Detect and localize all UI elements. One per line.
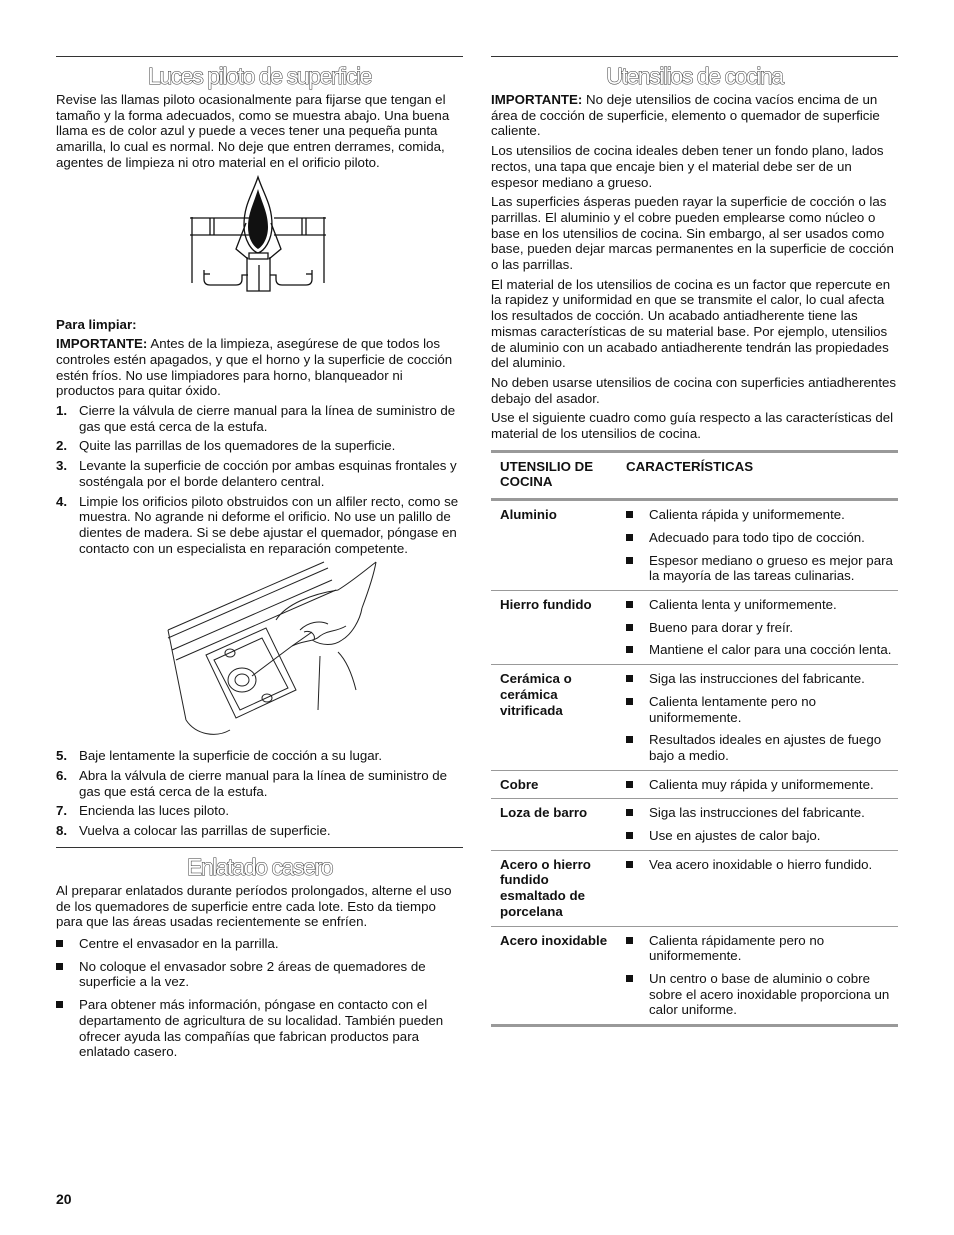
step-text: Vuelva a colocar las parrillas de superficie. xyxy=(79,823,331,839)
pilot-flame-illustration xyxy=(56,175,463,311)
list-item: Siga las instrucciones del fabricante. xyxy=(626,805,898,821)
cookware-paragraph: No deben usarse utensilios de cocina con superficies antiadherentes debajo del asador. xyxy=(491,374,897,406)
material-cell: Hierro fundido xyxy=(500,596,592,612)
list-item xyxy=(56,823,463,839)
step-number: 6. xyxy=(56,768,68,784)
section-divider xyxy=(491,56,898,57)
list-item: Calienta lentamente pero no uniformemente. xyxy=(626,694,898,725)
step-number: 2. xyxy=(56,438,68,454)
cleaning-subheading: Para limpiar: xyxy=(56,316,137,332)
list-item: Calienta lenta y uniformemente. xyxy=(626,597,898,613)
list-item: Resultados ideales en ajustes de fuego bajo a medio. xyxy=(626,732,898,763)
left-column xyxy=(56,56,463,1067)
step-number: 5. xyxy=(56,748,68,764)
list-item: Un centro o base de aluminio o cobre sobre el acero inoxidable proporciona un calor uniforme. xyxy=(626,971,898,1018)
cleaning-important-note xyxy=(56,336,463,399)
list-item xyxy=(56,748,463,764)
table-row xyxy=(491,590,898,664)
right-column xyxy=(491,56,898,1027)
characteristics-cell xyxy=(617,926,898,1026)
step-number: 8. xyxy=(56,823,68,839)
list-item xyxy=(56,438,463,454)
important-text: No deje utensilios de cocina vacíos encima de un área de cocción de superficie, elemento o quemador de superficie caliente. xyxy=(491,92,880,139)
list-item xyxy=(56,494,463,557)
characteristics-cell xyxy=(617,665,898,771)
material-cell: Cobre xyxy=(500,776,539,792)
list-item xyxy=(56,403,463,434)
material-cell: Acero o hierro fundido esmaltado de porcelana xyxy=(500,856,591,919)
material-cell: Aluminio xyxy=(500,507,557,523)
table-row xyxy=(491,500,898,591)
step-text: Limpie los orificios piloto obstruidos con un alfiler recto, como se muestra. No agrande ni deforme el orificio. No use un palillo de dientes de madera. Si se debe ajustar el quemador, póngase en contacto con un especialista en reparación competente. xyxy=(79,493,459,556)
column-header-characteristics: CARACTERÍSTICAS xyxy=(626,458,754,474)
table-row xyxy=(491,665,898,771)
list-item: Vea acero inoxidable o hierro fundido. xyxy=(626,857,898,873)
step-text: Quite las parrillas de los quemadores de la superficie. xyxy=(79,438,396,454)
list-item: Para obtener más información, póngase en contacto con el departamento de agricultura de su localidad. También pueden ofrecer ayuda las compañías que fabrican productos para enlatado casero. xyxy=(56,997,463,1060)
list-item: Siga las instrucciones del fabricante. xyxy=(626,671,898,687)
section-divider xyxy=(56,56,463,57)
material-cell: Cerámica o cerámica vitrificada xyxy=(500,671,572,718)
characteristics-cell xyxy=(617,850,898,926)
table-header-row xyxy=(491,451,898,499)
step-text: Encienda las luces piloto. xyxy=(79,803,230,819)
column-header-material: UTENSILIO DE COCINA xyxy=(500,458,594,490)
pilot-lights-heading: Luces piloto de superficie xyxy=(147,63,372,89)
list-item: Calienta rápida y uniformemente. xyxy=(626,507,898,523)
list-item: No coloque el envasador sobre 2 áreas de quemadores de superficie a la vez. xyxy=(56,959,463,990)
step-number: 1. xyxy=(56,403,68,419)
characteristics-cell xyxy=(617,590,898,664)
step-text: Levante la superficie de cocción por ambas esquinas frontales y sosténgala por el borde delantero central. xyxy=(79,458,457,489)
material-cell: Loza de barro xyxy=(500,805,588,821)
list-item: Use en ajustes de calor bajo. xyxy=(626,828,898,844)
step-number: 4. xyxy=(56,493,68,509)
cookware-important-note xyxy=(491,92,898,139)
section-divider xyxy=(56,847,463,848)
important-label: IMPORTANTE: xyxy=(491,92,583,107)
cookware-paragraph: Las superficies ásperas pueden rayar la superficie de cocción o las parrillas. El aluminio y el cobre pueden emplearse como núcleo o base en los utensilios de cocina. Sin embargo, al ser usados como base, pueden dejar marcas permanentes en la superficie de cocción o las parrillas. xyxy=(491,194,894,273)
cleaning-steps-list xyxy=(56,403,463,556)
table-row xyxy=(491,799,898,850)
cookware-heading: Utensilios de cocina xyxy=(606,63,783,89)
cookware-paragraph: Use el siguiente cuadro como guía respecto a las características del material de los utensilios de cocina. xyxy=(491,410,894,442)
list-item: Centre el envasador en la parrilla. xyxy=(56,936,463,952)
table-row xyxy=(491,926,898,1026)
step-number: 3. xyxy=(56,458,68,474)
characteristics-cell xyxy=(617,770,898,799)
step-number: 7. xyxy=(56,803,68,819)
list-item xyxy=(56,803,463,819)
cleaning-steps-list-continued xyxy=(56,748,463,839)
list-item: Calienta rápidamente pero no uniformemente. xyxy=(626,933,898,964)
list-item: Mantiene el calor para una cocción lenta. xyxy=(626,642,898,658)
characteristics-cell xyxy=(617,799,898,850)
list-item: Espesor mediano o grueso es mejor para la mayoría de las tareas culinarias. xyxy=(626,553,898,584)
table-row xyxy=(491,850,898,926)
canning-bullets xyxy=(56,936,463,1060)
material-cell: Acero inoxidable xyxy=(500,932,608,948)
important-text: Antes de la limpieza, asegúrese de que todos los controles estén apagados, y que el horno y la superficie de cocción estén fríos. No use limpiadores para horno, blanqueador ni productos para quitar óxido. xyxy=(56,336,453,399)
cookware-paragraph: El material de los utensilios de cocina es un factor que repercute en la rapidez y uniformidad en que se transmite el calor, lo cual afecta los resultados de cocción. Un acabado antiadherente tiene las mismas características de su material base. Por ejemplo, utensilios de aluminio con un acabado antiadherente tendrán las propiedades del aluminio. xyxy=(491,276,891,371)
cookware-paragraph: Los utensilios de cocina ideales deben tener un fondo plano, lados rectos, una tapa que encaje bien y el material debe ser de un espesor mediano a grueso. xyxy=(491,143,884,190)
step-text: Abra la válvula de cierre manual para la línea de suministro de gas que está cerca de la estufa. xyxy=(79,768,448,799)
page-number: 20 xyxy=(56,1191,72,1207)
step-text: Baje lentamente la superficie de cocción a su lugar. xyxy=(79,748,383,764)
list-item: Adecuado para todo tipo de cocción. xyxy=(626,530,898,546)
list-item xyxy=(56,458,463,489)
home-canning-heading: Enlatado casero xyxy=(186,853,333,880)
list-item xyxy=(56,768,463,799)
list-item: Calienta muy rápida y uniformemente. xyxy=(626,777,898,793)
canning-intro: Al preparar enlatados durante períodos prolongados, alterne el uso de los quemadores de superficie entre cada lote. Esto da tiempo para que las áreas usadas recientemente se enfríen. xyxy=(56,882,452,930)
step-text: Cierre la válvula de cierre manual para la línea de suministro de gas que está cerca de la estufa. xyxy=(79,403,456,434)
pin-cleaning-illustration xyxy=(56,560,463,740)
characteristics-cell xyxy=(617,500,898,591)
cookware-table xyxy=(491,450,898,1027)
table-row xyxy=(491,770,898,799)
pilot-intro: Revise las llamas piloto ocasionalmente para fijarse que tengan el tamaño y la forma adecuados, como se muestra abajo. Una buena llama es de color azul y puede a veces tener una pequeña punta amarilla, lo cual es normal. No deje que entren derrames, comida, agentes de limpieza ni otro material en el orificio piloto. xyxy=(56,92,450,170)
list-item: Bueno para dorar y freír. xyxy=(626,620,898,636)
important-label: IMPORTANTE: xyxy=(56,336,148,352)
